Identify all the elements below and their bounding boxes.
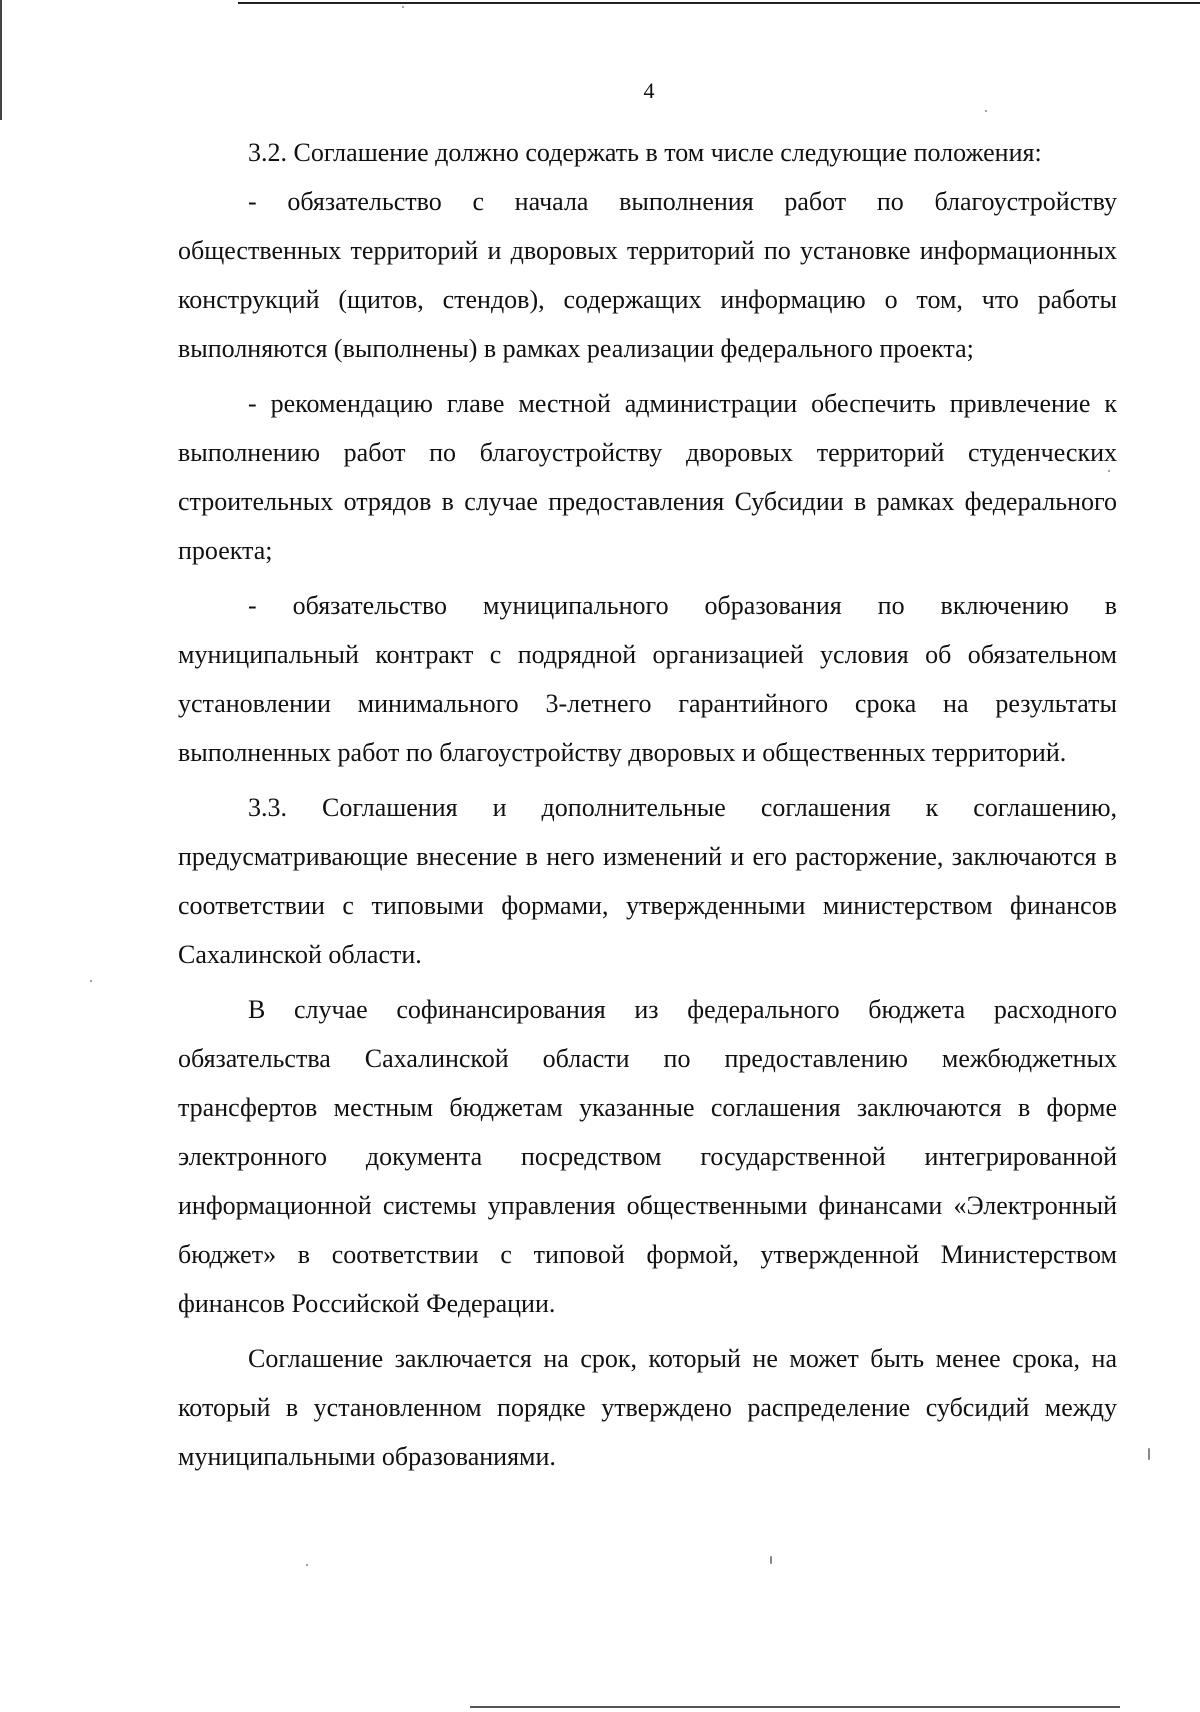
scan-speck bbox=[402, 6, 404, 8]
paragraph-3-2-heading: 3.2. Соглашение должно содержать в том числе следующие положения: bbox=[248, 138, 1042, 167]
paragraph-agreement-term: Соглашение заключается на срок, который не может быть менее срока, на который в установленном порядке утверждено распределение субсидий между муниципальными образованиями. bbox=[178, 1344, 1117, 1471]
paragraph-warranty-term: - обязательство муниципального образования по включению в муниципальный контракт с подрядной организацией условия об обязательном установлении минимального 3-летнего гарантийного срока на результаты выполненных работ по благоустройству дворовых и общественных территорий. bbox=[178, 591, 1117, 767]
scan-bottom-border bbox=[470, 1706, 1120, 1708]
document-body bbox=[178, 128, 1117, 1481]
scan-speck bbox=[1148, 1448, 1150, 1460]
scan-speck bbox=[306, 1564, 308, 1566]
paragraph-electronic-budget: В случае софинансирования из федерального бюджета расходного обязательства Сахалинской области по предоставлению межбюджетных трансфертов местным бюджетам указанные соглашения заключаются в форме электронного документа посредством государственной интегрированной информационной системы управления общественными финансами «Электронный бюджет» в соответствии с типовой формой, утвержденной Министерством финансов Российской Федерации. bbox=[178, 995, 1117, 1318]
paragraph-student-brigades: - рекомендацию главе местной администрации обеспечить привлечение к выполнению работ по благоустройству дворовых территорий студенческих строительных отрядов в случае предоставления Субсидии в рамках федерального проекта; bbox=[178, 389, 1117, 565]
scan-speck bbox=[90, 980, 92, 982]
scan-top-border bbox=[238, 2, 1200, 4]
paragraph-obligation-info-boards: - обязательство с начала выполнения работ по благоустройству общественных территорий и дворовых территорий по установке информационных конструкций (щитов, стендов), содержащих информацию о том, что работы выполняются (выполнены) в рамках реализации федерального проекта; bbox=[178, 187, 1117, 363]
scan-speck bbox=[770, 1556, 772, 1564]
paragraph-3-3-agreements: 3.3. Соглашения и дополнительные соглашения к соглашению, предусматривающие внесение в него изменений и его расторжение, заключаются в соответствии с типовыми формами, утвержденными министерством финансов Сахалинской области. bbox=[178, 793, 1117, 969]
scan-speck bbox=[985, 110, 987, 112]
page-number: 4 bbox=[643, 78, 655, 103]
